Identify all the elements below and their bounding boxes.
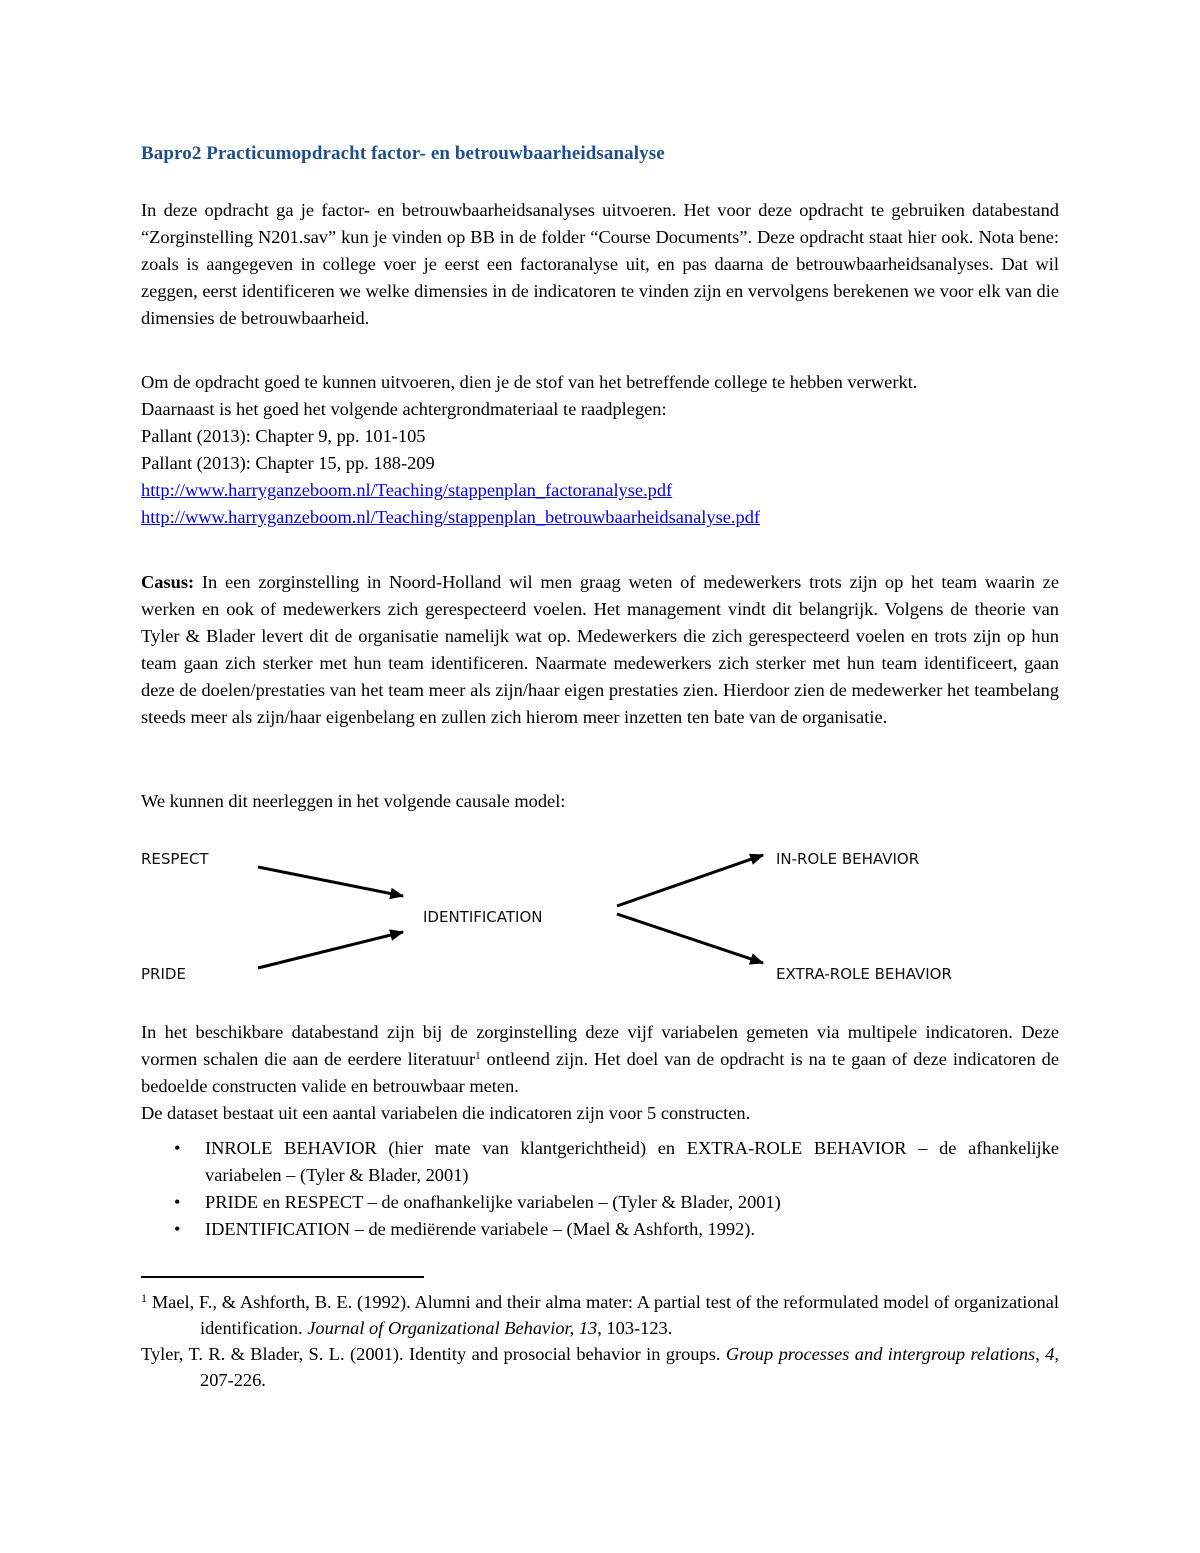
- footnote-1: $^1$ Mael, F., & Ashforth, B. E. (1992). Alumni and their alma mater: A partial test of the reformulated model of organizational identification. Journal of Organizational Behavior, 13, 103-123.: [141, 1291, 1059, 1338]
- footnotes: [141, 1289, 1059, 1393]
- arrow-identification-to-extra-role: [617, 914, 763, 963]
- footnote-ref-1[interactable]: 1: [475, 1050, 481, 1063]
- casus-paragraph: [141, 569, 1059, 732]
- dataset-paragraph: In het beschikbare databestand zijn bij de zorginstelling deze vijf variabelen gemeten via multipele indicatoren. Deze vormen schalen die aan de eerdere literatuur$^1$ ontleend zijn. Het doel van de opdracht is na te gaan of deze indicatoren de bedoelde constructen valide en betrouwbaar meten.: [141, 1022, 1059, 1097]
- link-stappenplan-factoranalyse[interactable]: http://www.harryganzeboom.nl/Teaching/stappenplan_factoranalyse.pdf: [141, 480, 673, 501]
- background-line-1: Om de opdracht goed te kunnen uitvoeren, dien je de stof van het betreffende college te hebben verwerkt.: [141, 372, 918, 392]
- casus-label: Casus:: [141, 572, 195, 592]
- footnote-reference-tyler: Tyler, T. R. & Blader, S. L. (2001). Identity and prosocial behavior in groups. Group processes and intergroup relations, 4, 207-226.: [141, 1344, 1059, 1390]
- constructs-list: [141, 1135, 1059, 1243]
- dataset-section: [141, 1019, 1059, 1127]
- node-respect: RESPECT: [141, 850, 209, 868]
- model-intro: We kunnen dit neerleggen in het volgende causale model:: [141, 791, 566, 811]
- arrow-respect-to-identification: [258, 867, 403, 896]
- list-item: • IDENTIFICATION – de mediërende variabele – (Mael & Ashforth, 1992).: [141, 1216, 1059, 1243]
- source-pallant-ch15: Pallant (2013): Chapter 15, pp. 188-209: [141, 453, 435, 474]
- background-line-2: Daarnaast is het goed het volgende achtergrondmateriaal te raadplegen:: [141, 399, 667, 420]
- node-extra-role-behavior: EXTRA-ROLE BEHAVIOR: [776, 965, 952, 983]
- node-in-role-behavior: IN-ROLE BEHAVIOR: [776, 850, 920, 868]
- arrow-pride-to-identification: [258, 932, 403, 968]
- list-item: • INROLE BEHAVIOR (hier mate van klantgerichtheid) en EXTRA-ROLE BEHAVIOR – de afhankelijke variabelen – (Tyler & Blader, 2001): [141, 1135, 1059, 1189]
- footnote-separator: [141, 1276, 424, 1278]
- dataset-constructs-line: De dataset bestaat uit een aantal variabelen die indicatoren zijn voor 5 constructen.: [141, 1103, 751, 1124]
- node-identification: IDENTIFICATION: [423, 908, 543, 926]
- bullet-icon: •: [174, 1138, 181, 1158]
- footnote-marker: 1: [141, 1291, 147, 1305]
- document-title: Bapro2 Practicumopdracht factor- en betrouwbaarheidsanalyse: [141, 143, 665, 164]
- causal-model-diagram: [141, 840, 1059, 990]
- bullet-icon: •: [174, 1219, 181, 1240]
- link-stappenplan-betrouwbaarheidsanalyse[interactable]: http://www.harryganzeboom.nl/Teaching/stappenplan_betrouwbaarheidsanalyse.pdf: [141, 507, 761, 528]
- bullet-icon: •: [174, 1192, 181, 1213]
- node-pride: PRIDE: [141, 965, 186, 983]
- source-pallant-ch9: Pallant (2013): Chapter 9, pp. 101-105: [141, 426, 426, 447]
- casus-text: In een zorginstelling in Noord-Holland wil men graag weten of medewerkers trots zijn op het team waarin ze werken en ook of medewerkers zich gerespecteerd voelen. Het management vindt dit belangrijk. Volgens de theorie van Tyler & Blader levert dit de organisatie namelijk wat op. Medewerkers die zich gerespecteerd voelen en trots zijn op hun team gaan zich sterker met hun team identificeren. Naarmate medewerkers zich sterker met hun team identificeert, gaan deze de doelen/prestaties van het team meer als zijn/haar eigen prestaties zien. Hierdoor zien de medewerker het teambelang steeds meer als zijn/haar eigenbelang en zullen zich hierom meer inzetten ten bate van de organisatie.: [141, 572, 1059, 728]
- background-section: [141, 369, 1059, 532]
- intro-paragraph: In deze opdracht ga je factor- en betrouwbaarheidsanalyses uitvoeren. Het voor deze opdracht te gebruiken databestand “Zorginstelling N201.sav” kun je vinden op BB in de folder “Course Documents”. Deze opdracht staat hier ook. Nota bene: zoals is aangegeven in college voer je eerst een factoranalyse uit, en pas daarna de betrouwbaarheidsanalyses. Dat wil zeggen, eerst identificeren we welke dimensies in de indicatoren te vinden zijn en vervolgens berekenen we voor elk van die dimensies de betrouwbaarheid.: [141, 200, 1059, 329]
- arrow-identification-to-in-role: [617, 855, 763, 906]
- list-item: • PRIDE en RESPECT – de onafhankelijke variabelen – (Tyler & Blader, 2001): [141, 1189, 1059, 1216]
